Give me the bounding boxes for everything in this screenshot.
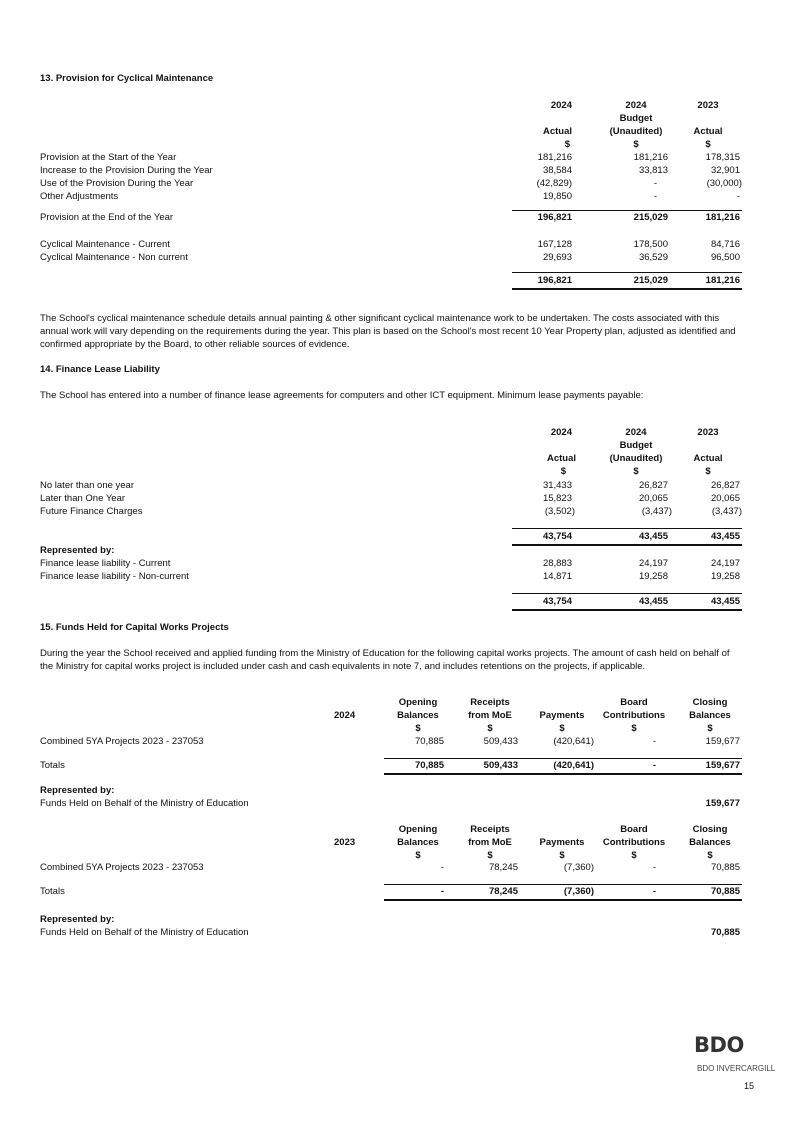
cell-value: 43,754	[542, 531, 572, 542]
col-header-receipts: $	[487, 850, 493, 861]
section-14-intro: The School has entered into a number of finance lease agreements for computers and other ICT equipment. Minimum lease payments payable:	[40, 390, 644, 401]
row-label: No later than one year	[40, 480, 135, 491]
cell-value: -	[653, 191, 657, 202]
col-header-2024-actual-sub: Actual	[546, 453, 576, 464]
cell-value: 70,885	[414, 760, 444, 771]
row-label: Cyclical Maintenance - Current	[40, 239, 170, 250]
col-header-currency: $	[564, 139, 570, 150]
cell-value: 181,216	[705, 275, 740, 286]
col-header-2023-actual: 2023	[697, 100, 719, 111]
cell-value: 36,529	[638, 252, 668, 263]
col-header-closing: Closing	[692, 697, 728, 708]
col-header-payments: $	[559, 723, 565, 734]
row-label: Future Finance Charges	[40, 506, 143, 517]
total-rule	[512, 272, 742, 273]
cell-value: (3,502)	[544, 506, 575, 517]
cell-value: 84,716	[710, 239, 740, 250]
cell-value: 167,128	[537, 239, 572, 250]
col-header-2024-actual: 2024	[550, 100, 572, 111]
col-header-opening: Balances	[397, 710, 439, 721]
col-header-board: Board	[620, 697, 648, 708]
col-header-opening: Opening	[398, 697, 438, 708]
col-header-board: Board	[620, 824, 648, 835]
cell-value: (3,437)	[641, 506, 672, 517]
col-header-receipts: from MoE	[468, 710, 512, 721]
cell-value: 20,065	[638, 493, 668, 504]
cell-value: -	[652, 760, 656, 771]
row-label: Provision at the End of the Year	[40, 212, 174, 223]
year-label: 2023	[334, 837, 356, 848]
col-header-budget-label: Budget	[619, 440, 653, 451]
row-label: Use of the Provision During the Year	[40, 178, 194, 189]
cell-value: 178,500	[633, 239, 668, 250]
row-label: Funds Held on Behalf of the Ministry of Education	[40, 927, 249, 938]
col-header-receipts: from MoE	[468, 837, 512, 848]
represented-by-label: Represented by:	[40, 545, 115, 556]
cell-value: 159,677	[705, 736, 740, 747]
cell-value: 43,455	[638, 531, 668, 542]
double-total-rule	[512, 288, 742, 290]
col-header-closing: $	[707, 850, 713, 861]
col-header-unaudited: (Unaudited)	[609, 453, 663, 464]
cell-value: 181,216	[633, 152, 668, 163]
cell-value: 43,455	[710, 596, 740, 607]
row-label: Later than One Year	[40, 493, 126, 504]
col-header-closing: $	[707, 723, 713, 734]
subtotal-rule	[512, 528, 742, 529]
cell-value: -	[440, 886, 444, 897]
row-label: Combined 5YA Projects 2023 - 237053	[40, 862, 204, 873]
col-header-payments: Payments	[539, 710, 585, 721]
cell-value: (30,000)	[706, 178, 742, 189]
represented-by-label: Represented by:	[40, 785, 115, 796]
col-header-receipts: $	[487, 723, 493, 734]
double-total-rule	[512, 609, 742, 611]
cell-value: 70,885	[414, 736, 444, 747]
cell-value: (42,829)	[536, 178, 572, 189]
cell-value: 31,433	[542, 480, 572, 491]
cell-value: -	[652, 736, 656, 747]
col-header-currency: $	[705, 466, 711, 477]
cell-value: 29,693	[542, 252, 572, 263]
cell-value: 26,827	[710, 480, 740, 491]
col-header-2023-actual-sub: Actual	[693, 126, 723, 137]
col-header-board: Contributions	[602, 710, 666, 721]
col-header-opening: Balances	[397, 837, 439, 848]
col-header-closing: Balances	[689, 837, 731, 848]
col-header-opening: Opening	[398, 824, 438, 835]
cell-value: 78,245	[488, 862, 518, 873]
cell-value: 181,216	[537, 152, 572, 163]
subtotal-rule	[384, 758, 742, 759]
col-header-board: Contributions	[602, 837, 666, 848]
cell-value: 43,455	[710, 531, 740, 542]
represented-by-label: Represented by:	[40, 914, 115, 925]
section-13-title: 13. Provision for Cyclical Maintenance	[40, 73, 214, 84]
cell-value: 19,258	[710, 571, 740, 582]
subtotal-rule	[384, 884, 742, 885]
double-total-rule	[384, 773, 742, 775]
col-header-currency: $	[560, 466, 566, 477]
section-14-title: 14. Finance Lease Liability	[40, 364, 160, 375]
col-header-closing: Balances	[689, 710, 731, 721]
cell-value: 78,245	[488, 886, 518, 897]
col-header-currency: $	[633, 139, 639, 150]
row-label: Combined 5YA Projects 2023 - 237053	[40, 736, 204, 747]
row-label: Increase to the Provision During the Year	[40, 165, 213, 176]
col-header-2024-budget: 2024	[625, 100, 647, 111]
double-total-rule	[384, 899, 742, 901]
subtotal-rule	[512, 210, 742, 211]
row-label: Finance lease liability - Non-current	[40, 571, 189, 582]
col-header-2024-actual: 2024	[550, 427, 572, 438]
cell-value: 24,197	[710, 558, 740, 569]
double-total-rule	[512, 544, 742, 546]
col-header-2023-actual-sub: Actual	[693, 453, 723, 464]
cell-value: 24,197	[638, 558, 668, 569]
cell-value: (3,437)	[711, 506, 742, 517]
col-header-2024-budget: 2024	[625, 427, 647, 438]
cell-value: 96,500	[710, 252, 740, 263]
row-label: Funds Held on Behalf of the Ministry of Education	[40, 798, 249, 809]
cell-value: (7,360)	[563, 886, 594, 897]
section-15-intro: During the year the School received and applied funding from the Ministry of Education for the following capital works projects. The amount of cash held on behalf of the Ministry for capital works project is included under cash and cash equivalents in note 7, and includes retentions on the projects, if applicable.	[40, 648, 730, 672]
cell-value: (420,641)	[553, 736, 594, 747]
cell-value: -	[652, 862, 656, 873]
col-header-payments: $	[559, 850, 565, 861]
section-13-paragraph: The School's cyclical maintenance schedule details annual painting & other significant cyclical maintenance work to be undertaken. The costs associated with this annual work will vary depending on the requirements during the year. This plan is based on the School's most recent 10 Year Property plan, adjusted as identified and confirmed appropriate by the Board, to other reliable sources of evidence.	[40, 313, 736, 350]
col-header-closing: Closing	[692, 824, 728, 835]
cell-value: 20,065	[710, 493, 740, 504]
col-header-2024-actual-sub: Actual	[542, 126, 572, 137]
cell-value: -	[652, 886, 656, 897]
year-label: 2024	[334, 710, 356, 721]
cell-value: 178,315	[705, 152, 740, 163]
cell-value: 28,883	[542, 558, 572, 569]
col-header-board: $	[631, 723, 637, 734]
cell-value: 15,823	[542, 493, 572, 504]
col-header-receipts: Receipts	[470, 697, 510, 708]
col-header-opening: $	[415, 850, 421, 861]
col-header-currency: $	[705, 139, 711, 150]
cell-value: 181,216	[705, 212, 740, 223]
cell-value: -	[440, 862, 444, 873]
cell-value: 43,754	[542, 596, 572, 607]
cell-value: 509,433	[483, 736, 518, 747]
bdo-logo-subtext: BDO INVERCARGILL	[697, 1064, 776, 1073]
row-label: Finance lease liability - Current	[40, 558, 171, 569]
cell-value: (420,641)	[553, 760, 594, 771]
col-header-unaudited: (Unaudited)	[609, 126, 663, 137]
cell-value: 196,821	[537, 212, 572, 223]
col-header-2023-actual: 2023	[697, 427, 719, 438]
cell-value: 33,813	[638, 165, 668, 176]
cell-value: 70,885	[710, 927, 740, 938]
col-header-budget-label: Budget	[619, 113, 653, 124]
cell-value: 159,677	[705, 798, 740, 809]
row-label: Totals	[40, 886, 65, 897]
col-header-board: $	[631, 850, 637, 861]
cell-value: -	[736, 191, 740, 202]
cell-value: -	[653, 178, 657, 189]
cell-value: 19,850	[542, 191, 572, 202]
cell-value: 159,677	[705, 760, 740, 771]
col-header-receipts: Receipts	[470, 824, 510, 835]
row-label: Cyclical Maintenance - Non current	[40, 252, 188, 263]
section-15-title: 15. Funds Held for Capital Works Projects	[40, 622, 229, 633]
total-rule	[512, 593, 742, 594]
cell-value: 70,885	[710, 862, 740, 873]
cell-value: 70,885	[710, 886, 740, 897]
cell-value: 38,584	[542, 165, 572, 176]
row-label: Totals	[40, 760, 65, 771]
cell-value: (7,360)	[563, 862, 594, 873]
row-label: Other Adjustments	[40, 191, 119, 202]
col-header-opening: $	[415, 723, 421, 734]
col-header-payments: Payments	[539, 837, 585, 848]
cell-value: 26,827	[638, 480, 668, 491]
cell-value: 19,258	[638, 571, 668, 582]
cell-value: 215,029	[633, 212, 668, 223]
col-header-currency: $	[633, 466, 639, 477]
cell-value: 215,029	[633, 275, 668, 286]
bdo-logo: BDO	[694, 1033, 744, 1057]
row-label: Provision at the Start of the Year	[40, 152, 177, 163]
cell-value: 509,433	[483, 760, 518, 771]
cell-value: 32,901	[710, 165, 740, 176]
cell-value: 43,455	[638, 596, 668, 607]
cell-value: 14,871	[542, 571, 572, 582]
page-number: 15	[744, 1081, 755, 1091]
cell-value: 196,821	[537, 275, 572, 286]
